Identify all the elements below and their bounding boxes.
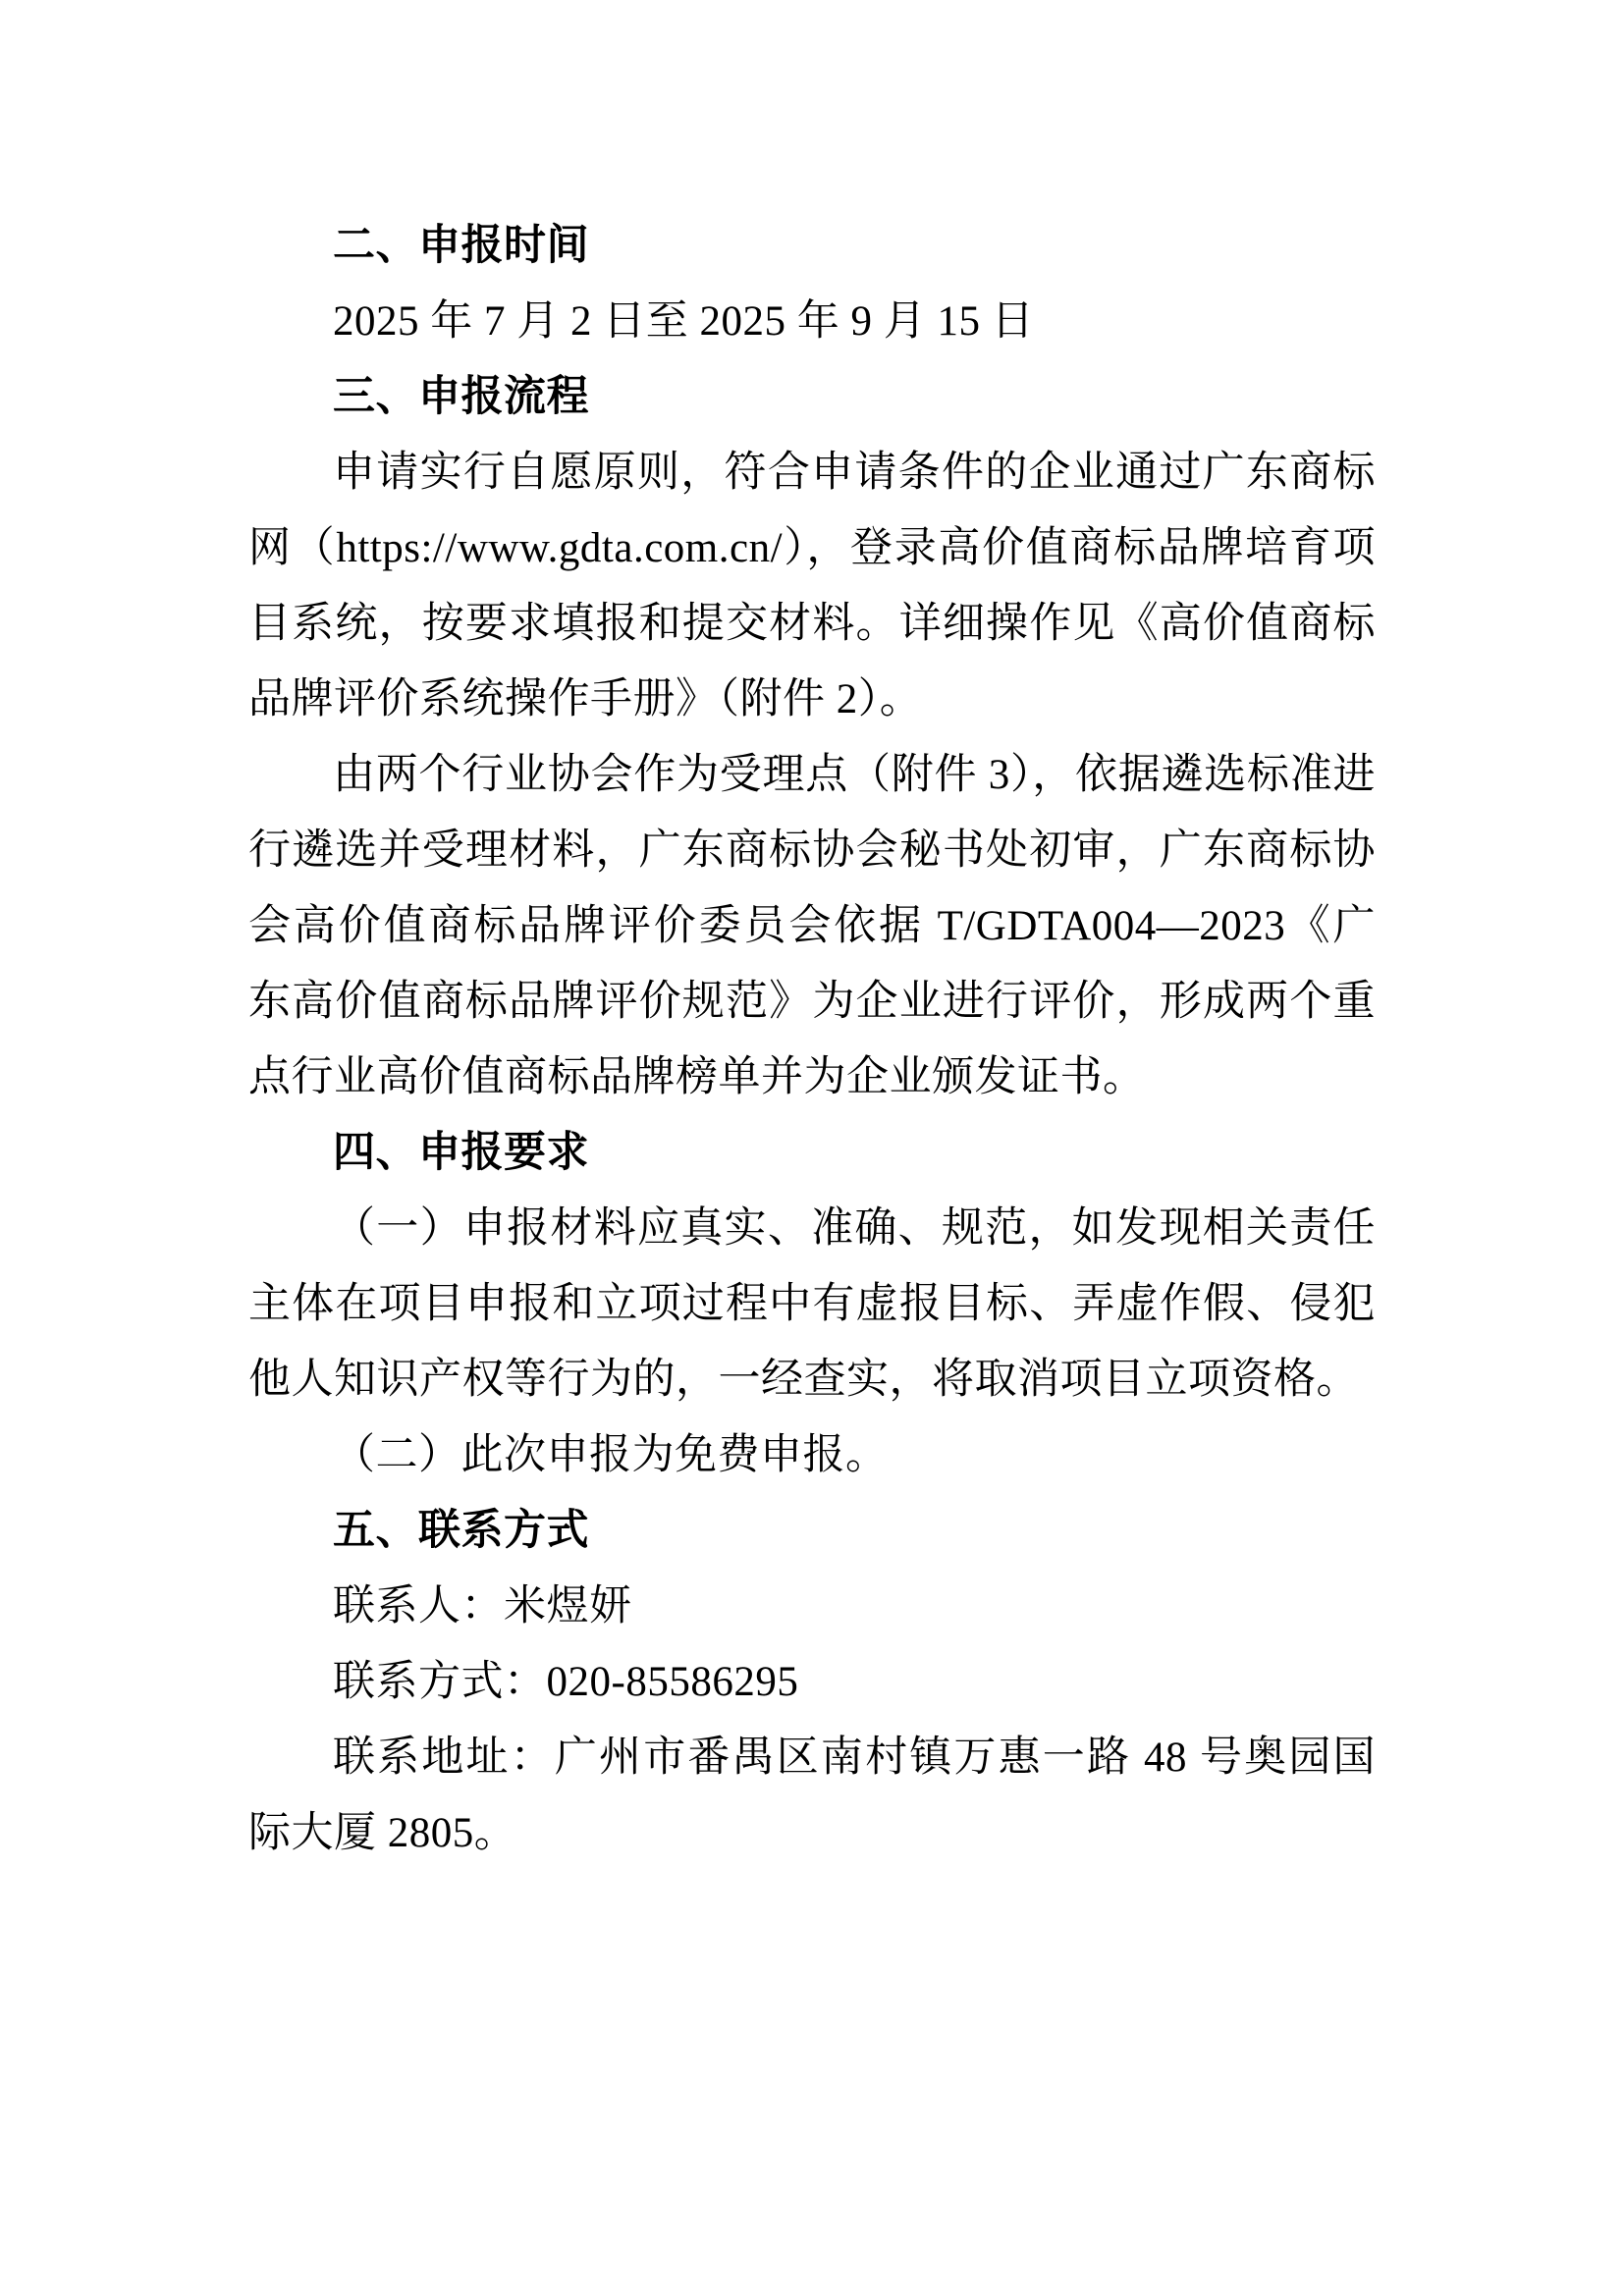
paragraph-contact-person: 联系人：米煜妍 bbox=[333, 1583, 632, 1629]
paragraph-application-dates: 2025 年 7 月 2 日至 2025 年 9 月 15 日 bbox=[333, 298, 1035, 345]
section-heading-application-requirements: 四、申报要求 bbox=[333, 1129, 589, 1176]
paragraph-process-review-evaluation: 由两个行业协会作为受理点（附件 3），依据遴选标准进行遴选并受理材料，广东商标协会秘书处初审，广东商标协会高价值商标品牌评价委员会依据 T/GDTA004—2023《广东高价值商标品牌评价规范》为企业进行评价，形成两个重点行业高价值商标品牌榜单并为企业颁发证书。 bbox=[248, 752, 1376, 1100]
section-heading-application-process: 三、申报流程 bbox=[333, 373, 589, 420]
section-heading-contact-info: 五、联系方式 bbox=[333, 1507, 589, 1554]
paragraph-requirement-free-application: （二）此次申报为免费申报。 bbox=[333, 1432, 889, 1478]
paragraph-process-online-system: 申请实行自愿原则，符合申请条件的企业通过广东商标网（https://www.gdta.com.cn/），登录高价值商标品牌培育项目系统，按要求填报和提交材料。详细操作见《高价值商标品牌评价系统操作手册》（附件 2）。 bbox=[248, 450, 1376, 722]
paragraph-contact-address: 联系地址：广州市番禺区南村镇万惠一路 48 号奥园国际大厦 2805。 bbox=[248, 1735, 1376, 1856]
document-body bbox=[248, 208, 1376, 1871]
paragraph-requirement-truthfulness: （一）申报材料应真实、准确、规范，如发现相关责任主体在项目申报和立项过程中有虚报目标、弄虚作假、侵犯他人知识产权等行为的，一经查实，将取消项目立项资格。 bbox=[248, 1205, 1376, 1403]
section-heading-application-time: 二、申报时间 bbox=[333, 222, 589, 269]
paragraph-contact-phone: 联系方式：020-85586295 bbox=[333, 1659, 799, 1705]
